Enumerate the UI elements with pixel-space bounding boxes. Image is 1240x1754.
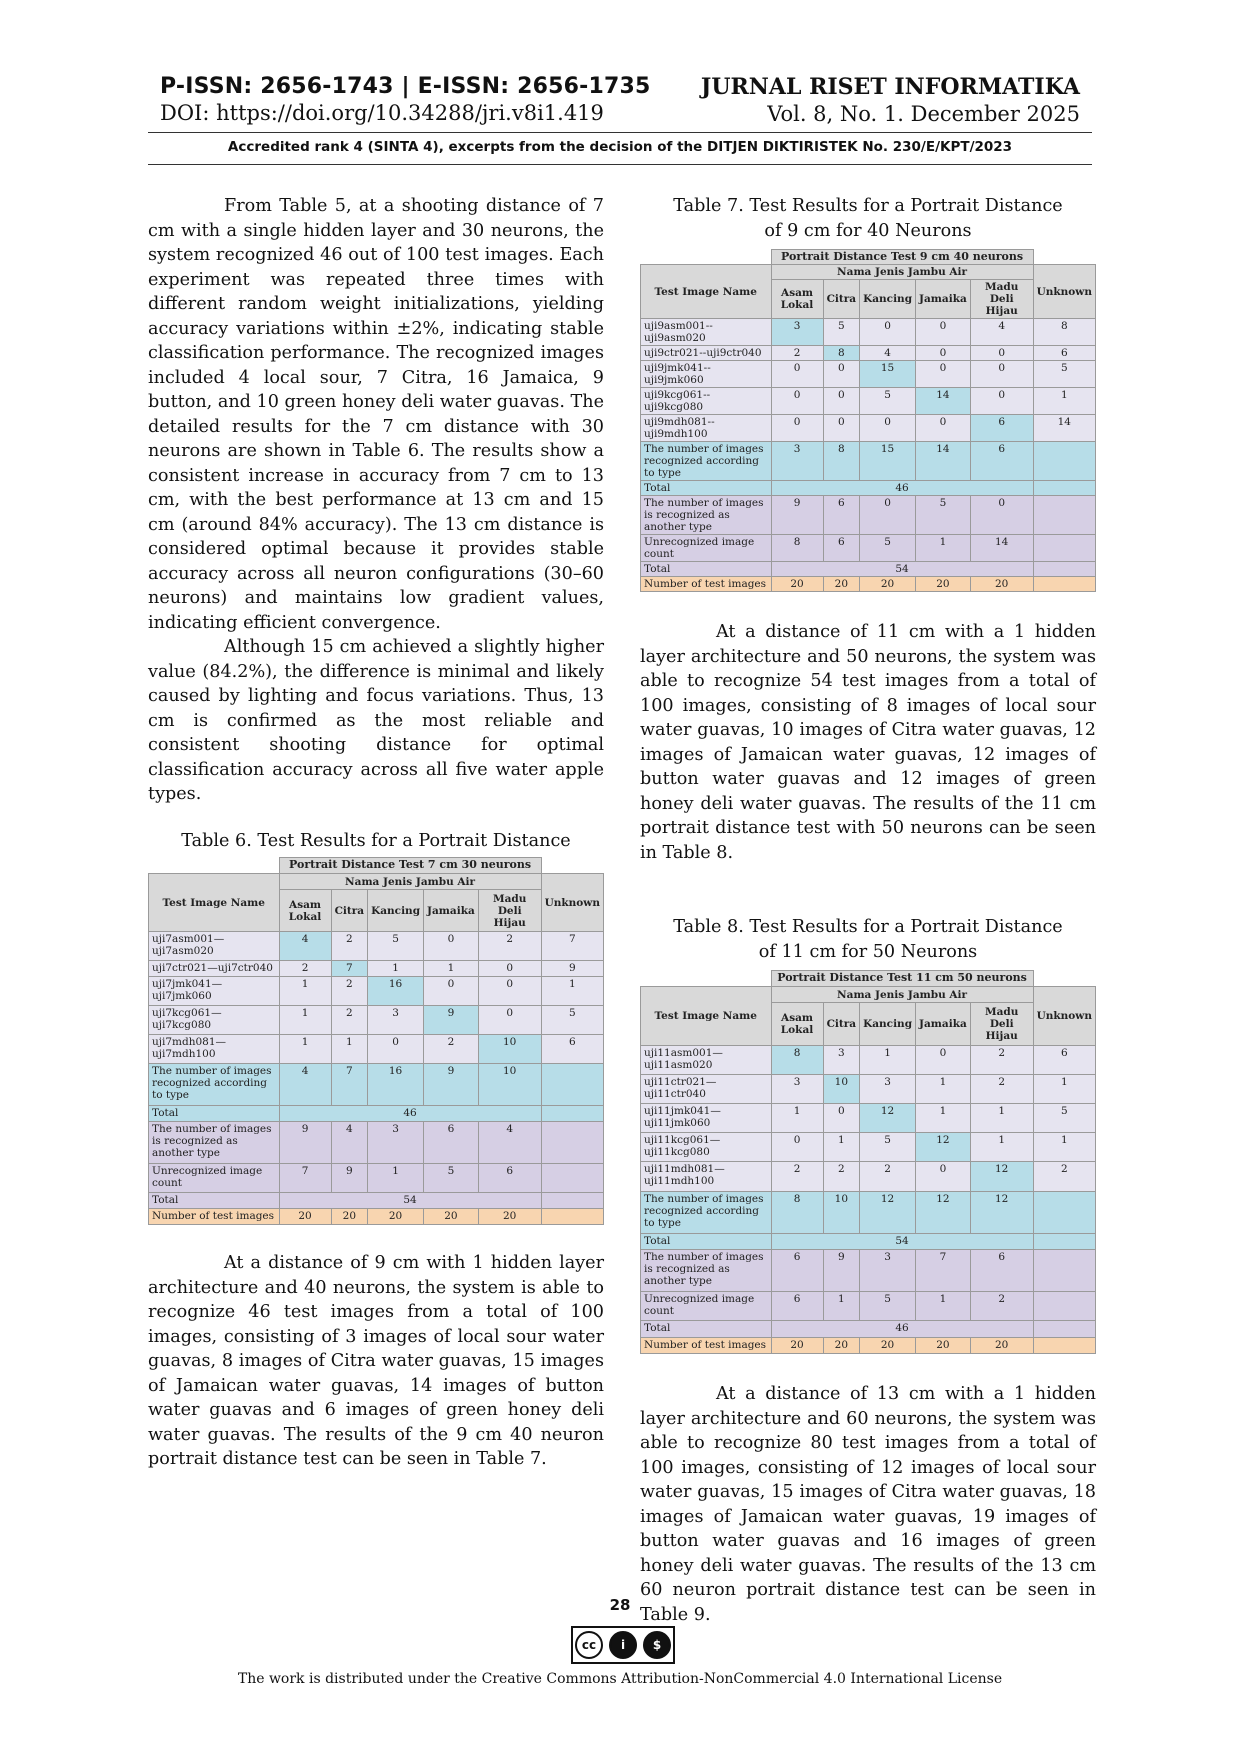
row-label: uji11kcg061— uji11kcg080 xyxy=(641,1133,772,1162)
results-table xyxy=(640,970,1096,1354)
cell: 3 xyxy=(368,1121,424,1163)
cell: 5 xyxy=(916,496,971,535)
row-label: uji11ctr021— uji11ctr040 xyxy=(641,1074,772,1103)
cell: 15 xyxy=(860,361,916,388)
cell: 5 xyxy=(424,1163,479,1192)
row-label: Total xyxy=(641,1321,772,1337)
cell: 20 xyxy=(424,1208,479,1224)
cell: 20 xyxy=(331,1208,368,1224)
cell xyxy=(541,1192,603,1208)
header-cell: Madu Deli Hijau xyxy=(970,1003,1033,1045)
cell: 0 xyxy=(424,932,479,961)
cell: 14 xyxy=(1033,415,1095,442)
cell: 5 xyxy=(541,1006,603,1035)
group-header: Nama Jenis Jambu Air xyxy=(771,987,1033,1003)
table-row xyxy=(641,1250,1096,1292)
cell: 1 xyxy=(916,1104,971,1133)
accreditation-line: Accredited rank 4 (SINTA 4), excerpts from the decision of the DITJEN DIKTIRISTEK No. 230/E/KPT/2023 xyxy=(227,139,1013,155)
table-row xyxy=(149,1035,604,1064)
table-row xyxy=(641,562,1096,577)
cell: 1 xyxy=(823,1292,860,1321)
cell: 20 xyxy=(860,1337,916,1353)
cell: 4 xyxy=(279,932,331,961)
cell: 1 xyxy=(1033,1074,1095,1103)
row-label: uji9asm001--uji9asm020 xyxy=(641,319,772,346)
table-title: Portrait Distance Test 7 cm 30 neurons xyxy=(279,858,541,874)
group-header: Nama Jenis Jambu Air xyxy=(771,265,1033,280)
row-label: uji9kcg061--uji9kcg080 xyxy=(641,388,772,415)
header-rule-top xyxy=(148,132,1092,133)
cell: 1 xyxy=(279,977,331,1006)
cell: 9 xyxy=(541,961,603,977)
cell: 46 xyxy=(279,1105,541,1121)
cell xyxy=(1033,1292,1095,1321)
header-cell: Asam Lokal xyxy=(279,890,331,932)
cell: 2 xyxy=(331,1006,368,1035)
license-text: The work is distributed under the Creative Commons Attribution-NonCommercial 4.0 International License xyxy=(237,1671,1003,1687)
cell: 0 xyxy=(916,1045,971,1074)
table-row xyxy=(149,961,604,977)
cell: 1 xyxy=(1033,388,1095,415)
row-label: Unrecognized image count xyxy=(641,1292,772,1321)
cell: 7 xyxy=(331,961,368,977)
table-row xyxy=(641,481,1096,496)
noncommercial-icon: $ xyxy=(643,1631,671,1659)
group-header: Nama Jenis Jambu Air xyxy=(279,874,541,890)
cell: 4 xyxy=(279,1064,331,1106)
cell: 0 xyxy=(860,496,916,535)
cell: 5 xyxy=(368,932,424,961)
table-row xyxy=(641,1337,1096,1353)
row-label: Unrecognized image count xyxy=(641,535,772,562)
cell: 0 xyxy=(916,319,971,346)
cell xyxy=(1033,1337,1095,1353)
cell: 6 xyxy=(970,442,1033,481)
cell: 3 xyxy=(771,1074,823,1103)
cell: 0 xyxy=(478,1006,541,1035)
cell xyxy=(1033,1321,1095,1337)
cell: 16 xyxy=(368,1064,424,1106)
table-row xyxy=(641,535,1096,562)
cell: 10 xyxy=(823,1191,860,1233)
cell: 5 xyxy=(1033,361,1095,388)
cell: 10 xyxy=(478,1035,541,1064)
cell: 20 xyxy=(916,577,971,592)
cell xyxy=(1033,562,1095,577)
table-row xyxy=(641,577,1096,592)
row-label: uji9ctr021--uji9ctr040 xyxy=(641,346,772,361)
cell: 8 xyxy=(771,535,823,562)
cell: 54 xyxy=(771,1233,1033,1249)
cell: 0 xyxy=(823,1104,860,1133)
cell: 0 xyxy=(771,415,823,442)
table-title: Portrait Distance Test 9 cm 40 neurons xyxy=(771,250,1033,265)
cell: 0 xyxy=(478,977,541,1006)
header-cell: Unknown xyxy=(1033,987,1095,1045)
cell: 2 xyxy=(771,346,823,361)
table-caption: Table 6. Test Results for a Portrait Distance xyxy=(181,830,571,851)
cell: 9 xyxy=(771,496,823,535)
table-row xyxy=(641,361,1096,388)
header-cell: Kancing xyxy=(860,280,916,319)
cell: 6 xyxy=(424,1121,479,1163)
cell: 1 xyxy=(970,1133,1033,1162)
header-right xyxy=(701,74,1080,126)
header-cell: Test Image Name xyxy=(149,874,280,932)
table-row xyxy=(641,1074,1096,1103)
attribution-icon: i xyxy=(609,1631,637,1659)
cell: 20 xyxy=(823,1337,860,1353)
cell: 3 xyxy=(368,1006,424,1035)
cell: 3 xyxy=(823,1045,860,1074)
header-cell: Citra xyxy=(331,890,368,932)
cell: 15 xyxy=(860,442,916,481)
cell: 12 xyxy=(860,1104,916,1133)
cell: 1 xyxy=(1033,1133,1095,1162)
cell: 0 xyxy=(478,961,541,977)
cell: 7 xyxy=(279,1163,331,1192)
table-caption: of 11 cm for 50 Neurons xyxy=(758,941,978,962)
cell: 4 xyxy=(478,1121,541,1163)
table-row xyxy=(641,1104,1096,1133)
cell: 54 xyxy=(279,1192,541,1208)
row-label: Total xyxy=(641,481,772,496)
table-row xyxy=(641,388,1096,415)
cell: 20 xyxy=(771,1337,823,1353)
cell: 8 xyxy=(771,1045,823,1074)
cell: 3 xyxy=(860,1074,916,1103)
cell: 0 xyxy=(368,1035,424,1064)
header-cell: Unknown xyxy=(541,874,603,932)
cell: 10 xyxy=(823,1074,860,1103)
cell: 20 xyxy=(771,577,823,592)
paragraph: At a distance of 11 cm with a 1 hidden layer architecture and 50 neurons, the system was able to recognize 54 test images from a total of 100 images, consisting of 8 images of local sour water guavas, 10 images of Citra water guavas, 12 images of Jamaican water guavas, 12 images of button water guavas and 12 images of green honey deli water guavas. The results of the 11 cm portrait distance test with 50 neurons can be seen in Table 8. xyxy=(640,622,1096,863)
cell: 7 xyxy=(331,1064,368,1106)
row-label: The number of images is recognized as another type xyxy=(149,1121,280,1163)
cell: 1 xyxy=(331,1035,368,1064)
table-row xyxy=(149,1208,604,1224)
table-row xyxy=(149,1105,604,1121)
header-cell: Jamaika xyxy=(916,280,971,319)
journal-name: JURNAL RISET INFORMATIKA xyxy=(700,74,1080,100)
cell: 0 xyxy=(916,361,971,388)
cell: 1 xyxy=(541,977,603,1006)
cell: 4 xyxy=(970,319,1033,346)
table-title: Portrait Distance Test 11 cm 50 neurons xyxy=(771,971,1033,987)
cell: 2 xyxy=(970,1292,1033,1321)
cell: 2 xyxy=(860,1162,916,1191)
cell: 20 xyxy=(478,1208,541,1224)
cell: 6 xyxy=(1033,1045,1095,1074)
cell: 0 xyxy=(823,415,860,442)
table-row xyxy=(641,346,1096,361)
cell: 7 xyxy=(916,1250,971,1292)
header-cell: Asam Lokal xyxy=(771,1003,823,1045)
cell: 1 xyxy=(823,1133,860,1162)
cell: 46 xyxy=(771,481,1033,496)
cell: 12 xyxy=(916,1191,971,1233)
cell: 7 xyxy=(541,932,603,961)
cell: 0 xyxy=(823,388,860,415)
table-row xyxy=(641,496,1096,535)
cell: 4 xyxy=(860,346,916,361)
row-label: Number of test images xyxy=(641,1337,772,1353)
table-row xyxy=(149,1064,604,1106)
cell: 0 xyxy=(771,388,823,415)
row-label: uji11jmk041— uji11jmk060 xyxy=(641,1104,772,1133)
header-cell: Jamaika xyxy=(916,1003,971,1045)
cell: 2 xyxy=(970,1074,1033,1103)
header-cell: Test Image Name xyxy=(641,987,772,1045)
row-label: Total xyxy=(149,1105,280,1121)
table-row xyxy=(149,1121,604,1163)
cell: 12 xyxy=(860,1191,916,1233)
cell xyxy=(1033,535,1095,562)
cell: 20 xyxy=(970,1337,1033,1353)
doi-line: DOI: https://doi.org/10.34288/jri.v8i1.419 xyxy=(160,101,604,125)
cell: 5 xyxy=(860,535,916,562)
row-label: The number of images is recognized as another type xyxy=(641,1250,772,1292)
row-label: Total xyxy=(641,562,772,577)
cell: 46 xyxy=(771,1321,1033,1337)
table-caption: Table 8. Test Results for a Portrait Distance xyxy=(673,917,1063,937)
cell: 1 xyxy=(279,1035,331,1064)
table-caption: Table 7. Test Results for a Portrait Distance xyxy=(673,196,1063,216)
cell: 8 xyxy=(823,346,860,361)
table-row xyxy=(149,1006,604,1035)
row-label: uji7mdh081— uji7mdh100 xyxy=(149,1035,280,1064)
cell: 5 xyxy=(860,388,916,415)
cell: 2 xyxy=(279,961,331,977)
row-label: Total xyxy=(149,1192,280,1208)
cell xyxy=(541,1208,603,1224)
header-cell: Asam Lokal xyxy=(771,280,823,319)
cell: 0 xyxy=(424,977,479,1006)
cell xyxy=(541,1121,603,1163)
cell: 6 xyxy=(771,1250,823,1292)
row-label: Total xyxy=(641,1233,772,1249)
cell: 4 xyxy=(331,1121,368,1163)
header-cell: Kancing xyxy=(860,1003,916,1045)
cell: 14 xyxy=(916,388,971,415)
cell: 54 xyxy=(771,562,1033,577)
row-label: uji9jmk041--uji9jmk060 xyxy=(641,361,772,388)
cell xyxy=(541,1064,603,1106)
cell: 3 xyxy=(771,442,823,481)
table-row xyxy=(641,1162,1096,1191)
row-label: uji11mdh081— uji11mdh100 xyxy=(641,1162,772,1191)
cell: 0 xyxy=(823,361,860,388)
header-cell: Unknown xyxy=(1033,265,1095,319)
cell: 20 xyxy=(916,1337,971,1353)
table-row xyxy=(641,1233,1096,1249)
issn-line: P-ISSN: 2656-1743 | E-ISSN: 2656-1735 xyxy=(160,74,651,99)
cell: 1 xyxy=(860,1045,916,1074)
cell: 1 xyxy=(771,1104,823,1133)
cell: 0 xyxy=(970,496,1033,535)
cell: 8 xyxy=(823,442,860,481)
paragraph: From Table 5, at a shooting distance of 7 cm with a single hidden layer and 30 neurons, the system recognized 46 out of 100 test images. Each experiment was repeated three times with different random weight initializations, yielding accuracy variations within ±2%, indicating stable classification performance. The recognized images included 4 local sour, 7 Citra, 16 Jamaica, 9 button, and 10 green honey deli water guavas. The detailed results for the 7 cm distance with 30 neurons are shown in Table 6. The results show a consistent increase in accuracy from 7 cm to 13 cm, with the best performance at 13 cm and 15 cm (around 84% accuracy). The 13 cm distance is considered optimal because it provides stable accuracy across all neuron configurations (30–60 neurons) and maintains low gradient values, indicating efficient convergence. xyxy=(148,196,604,633)
cell xyxy=(1033,442,1095,481)
cell: 2 xyxy=(331,977,368,1006)
header-left xyxy=(160,74,650,125)
cell: 1 xyxy=(368,1163,424,1192)
left-column xyxy=(148,194,604,1472)
cell: 2 xyxy=(478,932,541,961)
cell: 2 xyxy=(331,932,368,961)
row-label: uji7jmk041—uji7jmk060 xyxy=(149,977,280,1006)
header-cell: Kancing xyxy=(368,890,424,932)
results-table xyxy=(640,249,1096,592)
cell: 6 xyxy=(478,1163,541,1192)
cc-license-badge[interactable] xyxy=(571,1626,675,1664)
cell: 9 xyxy=(331,1163,368,1192)
cell: 2 xyxy=(823,1162,860,1191)
cell: 9 xyxy=(823,1250,860,1292)
cell: 0 xyxy=(970,361,1033,388)
row-label: The number of images recognized according to type xyxy=(641,1191,772,1233)
cell: 6 xyxy=(1033,346,1095,361)
table-row xyxy=(641,1133,1096,1162)
cell: 8 xyxy=(1033,319,1095,346)
paragraph: Although 15 cm achieved a slightly higher value (84.2%), the difference is minimal and likely caused by lighting and focus variations. Thus, 13 cm is confirmed as the most reliable and consistent shooting distance for optimal classification accuracy across all five water apple types. xyxy=(148,637,604,804)
row-label: uji7asm001— uji7asm020 xyxy=(149,932,280,961)
cell: 9 xyxy=(424,1064,479,1106)
paragraph: At a distance of 13 cm with a 1 hidden layer architecture and 60 neurons, the system was able to recognize 80 test images from a total of 100 images, consisting of 12 images of local sour water guavas, 15 images of Citra water guavas, 18 images of Jamaican water guavas, 19 images of button water guavas and 16 images of green honey deli water guavas. The results of the 13 cm 60 neuron portrait distance test can be seen in Table 9. xyxy=(640,1384,1096,1625)
header-cell: Jamaika xyxy=(424,890,479,932)
row-label: The number of images recognized according to type xyxy=(641,442,772,481)
cell xyxy=(541,1163,603,1192)
cell xyxy=(1033,1233,1095,1249)
cell: 0 xyxy=(970,346,1033,361)
row-label: Number of test images xyxy=(641,577,772,592)
cell: 20 xyxy=(823,577,860,592)
cell: 0 xyxy=(860,415,916,442)
header-cell: Citra xyxy=(823,280,860,319)
row-label: uji11asm001— uji11asm020 xyxy=(641,1045,772,1074)
table-row xyxy=(641,319,1096,346)
cell: 6 xyxy=(970,1250,1033,1292)
cell: 1 xyxy=(970,1104,1033,1133)
cell: 1 xyxy=(916,1074,971,1103)
cell xyxy=(1033,1191,1095,1233)
cell: 8 xyxy=(771,1191,823,1233)
cell: 0 xyxy=(860,319,916,346)
cell: 12 xyxy=(916,1133,971,1162)
cell: 20 xyxy=(970,577,1033,592)
cell: 6 xyxy=(970,415,1033,442)
cell: 20 xyxy=(279,1208,331,1224)
row-label: Unrecognized image count xyxy=(149,1163,280,1192)
table-row xyxy=(641,442,1096,481)
cell: 2 xyxy=(970,1045,1033,1074)
cell: 3 xyxy=(860,1250,916,1292)
cell: 14 xyxy=(916,442,971,481)
cell xyxy=(1033,481,1095,496)
cell: 14 xyxy=(970,535,1033,562)
cell: 3 xyxy=(771,319,823,346)
cell: 0 xyxy=(771,1133,823,1162)
cell xyxy=(541,1105,603,1121)
table-row xyxy=(149,932,604,961)
table-row xyxy=(641,1321,1096,1337)
cell: 16 xyxy=(368,977,424,1006)
cell xyxy=(1033,577,1095,592)
cell: 2 xyxy=(771,1162,823,1191)
cell: 12 xyxy=(970,1191,1033,1233)
cell: 1 xyxy=(279,1006,331,1035)
table-row xyxy=(149,977,604,1006)
right-column xyxy=(640,194,1096,1627)
table-row xyxy=(641,1191,1096,1233)
row-label: The number of images recognized according to type xyxy=(149,1064,280,1106)
table-row xyxy=(641,1045,1096,1074)
row-label: uji9mdh081--uji9mdh100 xyxy=(641,415,772,442)
cell: 6 xyxy=(771,1292,823,1321)
cell: 9 xyxy=(279,1121,331,1163)
cc-icon: cc xyxy=(575,1631,603,1659)
row-label: Number of test images xyxy=(149,1208,280,1224)
table-row xyxy=(641,1292,1096,1321)
cell: 5 xyxy=(1033,1104,1095,1133)
cell: 2 xyxy=(424,1035,479,1064)
cell: 9 xyxy=(424,1006,479,1035)
volume-line: Vol. 8, No. 1. December 2025 xyxy=(767,102,1080,126)
cell: 0 xyxy=(916,415,971,442)
cell: 20 xyxy=(860,577,916,592)
table-caption: of 9 cm for 40 Neurons xyxy=(764,220,972,241)
page-number: 28 xyxy=(609,1596,631,1614)
cell: 1 xyxy=(916,1292,971,1321)
cell: 6 xyxy=(823,535,860,562)
cell: 10 xyxy=(478,1064,541,1106)
row-label: uji7ctr021—uji7ctr040 xyxy=(149,961,280,977)
cell: 1 xyxy=(424,961,479,977)
cell: 2 xyxy=(1033,1162,1095,1191)
cell: 12 xyxy=(970,1162,1033,1191)
header-cell: Madu Deli Hijau xyxy=(478,890,541,932)
table-row xyxy=(149,1163,604,1192)
header-cell: Test Image Name xyxy=(641,265,772,319)
cell: 5 xyxy=(860,1292,916,1321)
cell: 1 xyxy=(368,961,424,977)
header-rule-bottom xyxy=(148,164,1092,165)
cell: 0 xyxy=(916,1162,971,1191)
header-cell: Citra xyxy=(823,1003,860,1045)
row-label: uji7kcg061—uji7kcg080 xyxy=(149,1006,280,1035)
results-table xyxy=(148,857,604,1225)
row-label: The number of images is recognized as another type xyxy=(641,496,772,535)
cell: 5 xyxy=(860,1133,916,1162)
table-row xyxy=(149,1192,604,1208)
cell xyxy=(1033,1250,1095,1292)
cell: 0 xyxy=(970,388,1033,415)
cell: 6 xyxy=(541,1035,603,1064)
paragraph: At a distance of 9 cm with 1 hidden layer architecture and 40 neurons, the system is able to recognize 46 test images from a total of 100 images, consisting of 3 images of local sour water guavas, 8 images of Citra water guavas, 15 images of Jamaican water guavas, 14 images of button water guavas and 6 images of green honey deli water guavas. The results of the 9 cm 40 neuron portrait distance test can be seen in Table 7. xyxy=(148,1253,604,1469)
table-row xyxy=(641,415,1096,442)
cell: 0 xyxy=(916,346,971,361)
cell: 0 xyxy=(771,361,823,388)
header-cell: Madu Deli Hijau xyxy=(970,280,1033,319)
cell xyxy=(1033,496,1095,535)
cell: 1 xyxy=(916,535,971,562)
cell: 6 xyxy=(823,496,860,535)
cell: 5 xyxy=(823,319,860,346)
cell: 20 xyxy=(368,1208,424,1224)
